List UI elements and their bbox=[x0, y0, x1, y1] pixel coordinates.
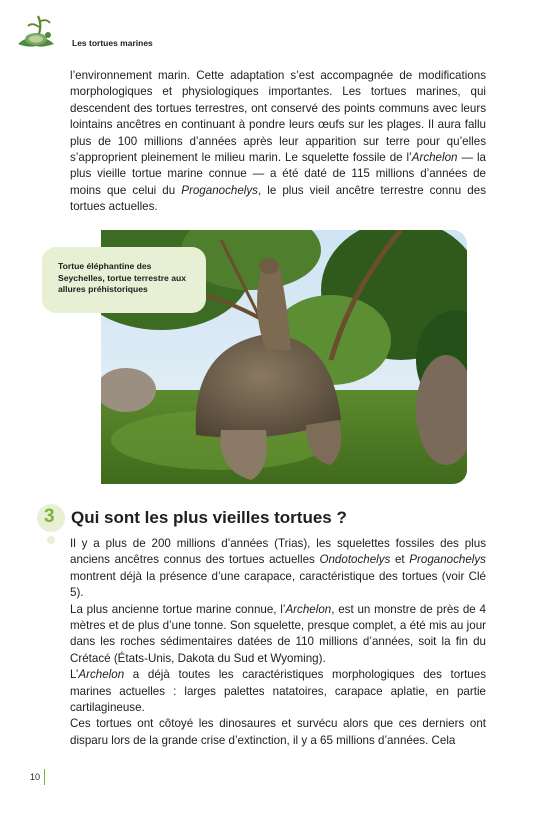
page-number: 10 bbox=[30, 772, 41, 782]
page-number-divider bbox=[44, 769, 45, 785]
paragraph-3: L’Archelon a déjà toutes les caractéristiques morphologiques des tortues marines actuelles : larges palettes natatoires, carapace aplatie, en partie cartilagineuse. bbox=[70, 668, 486, 715]
paragraph-4: Ces tortues ont côtoyé les dinosaures et survécu alors que ces derniers ont disparu lors de la grande crise d’extinction, il y a 65 millions d’années. Cela bbox=[70, 717, 486, 747]
section-body bbox=[70, 536, 486, 749]
turtle-logo-icon bbox=[12, 14, 60, 50]
intro-paragraph: l’environnement marin. Cette adaptation s’est accompagnée de modifications morphologiques et physiologiques importantes. Les tortues marines, qui descendent des tortues terrestres, ont conservé des points communs avec leurs lointains ancêtres en continuant à pondre leurs œufs sur les plages. Il aura fallu plus de 100 millions d’années après leur apparition sur terre pour qu’elles s’approprient pleinement le milieu marin. Le squelette fossile de l’Archelon — la plus vieille tortue marine connue — a été daté de 115 millions d’années de moins que celui du Proganochelys, le plus vieil ancêtre terrestre connu des tortues actuelles. bbox=[70, 69, 487, 214]
section-number: 3 bbox=[44, 506, 55, 527]
photo-caption: Tortue éléphantine des Seychelles, tortue terrestre aux allures préhistoriques bbox=[42, 247, 206, 313]
running-header: Les tortues marines bbox=[72, 38, 153, 48]
paragraph-1: Il y a plus de 200 millions d’années (Trias), les squelettes fossiles des plus anciens ancêtres connus des tortues actuelles Ondotochelys et Proganochelys montrent déjà la présence d’une carapace, caractéristique des tortues (voir Clé 5). bbox=[70, 537, 486, 600]
section-number-badge bbox=[36, 502, 66, 546]
paragraph-2: La plus ancienne tortue marine connue, l’Archelon, est un monstre de près de 4 mètres et de plus d’une tonne. Son squelette, presque complet, a été mis au jour dans les roches sédimentaires datées de 110 millions d’années, soit la fin du Crétacé (États-Unis, Dakota du Sud et Wyoming). bbox=[70, 602, 486, 665]
section-title: Qui sont les plus vieilles tortues ? bbox=[71, 508, 347, 527]
